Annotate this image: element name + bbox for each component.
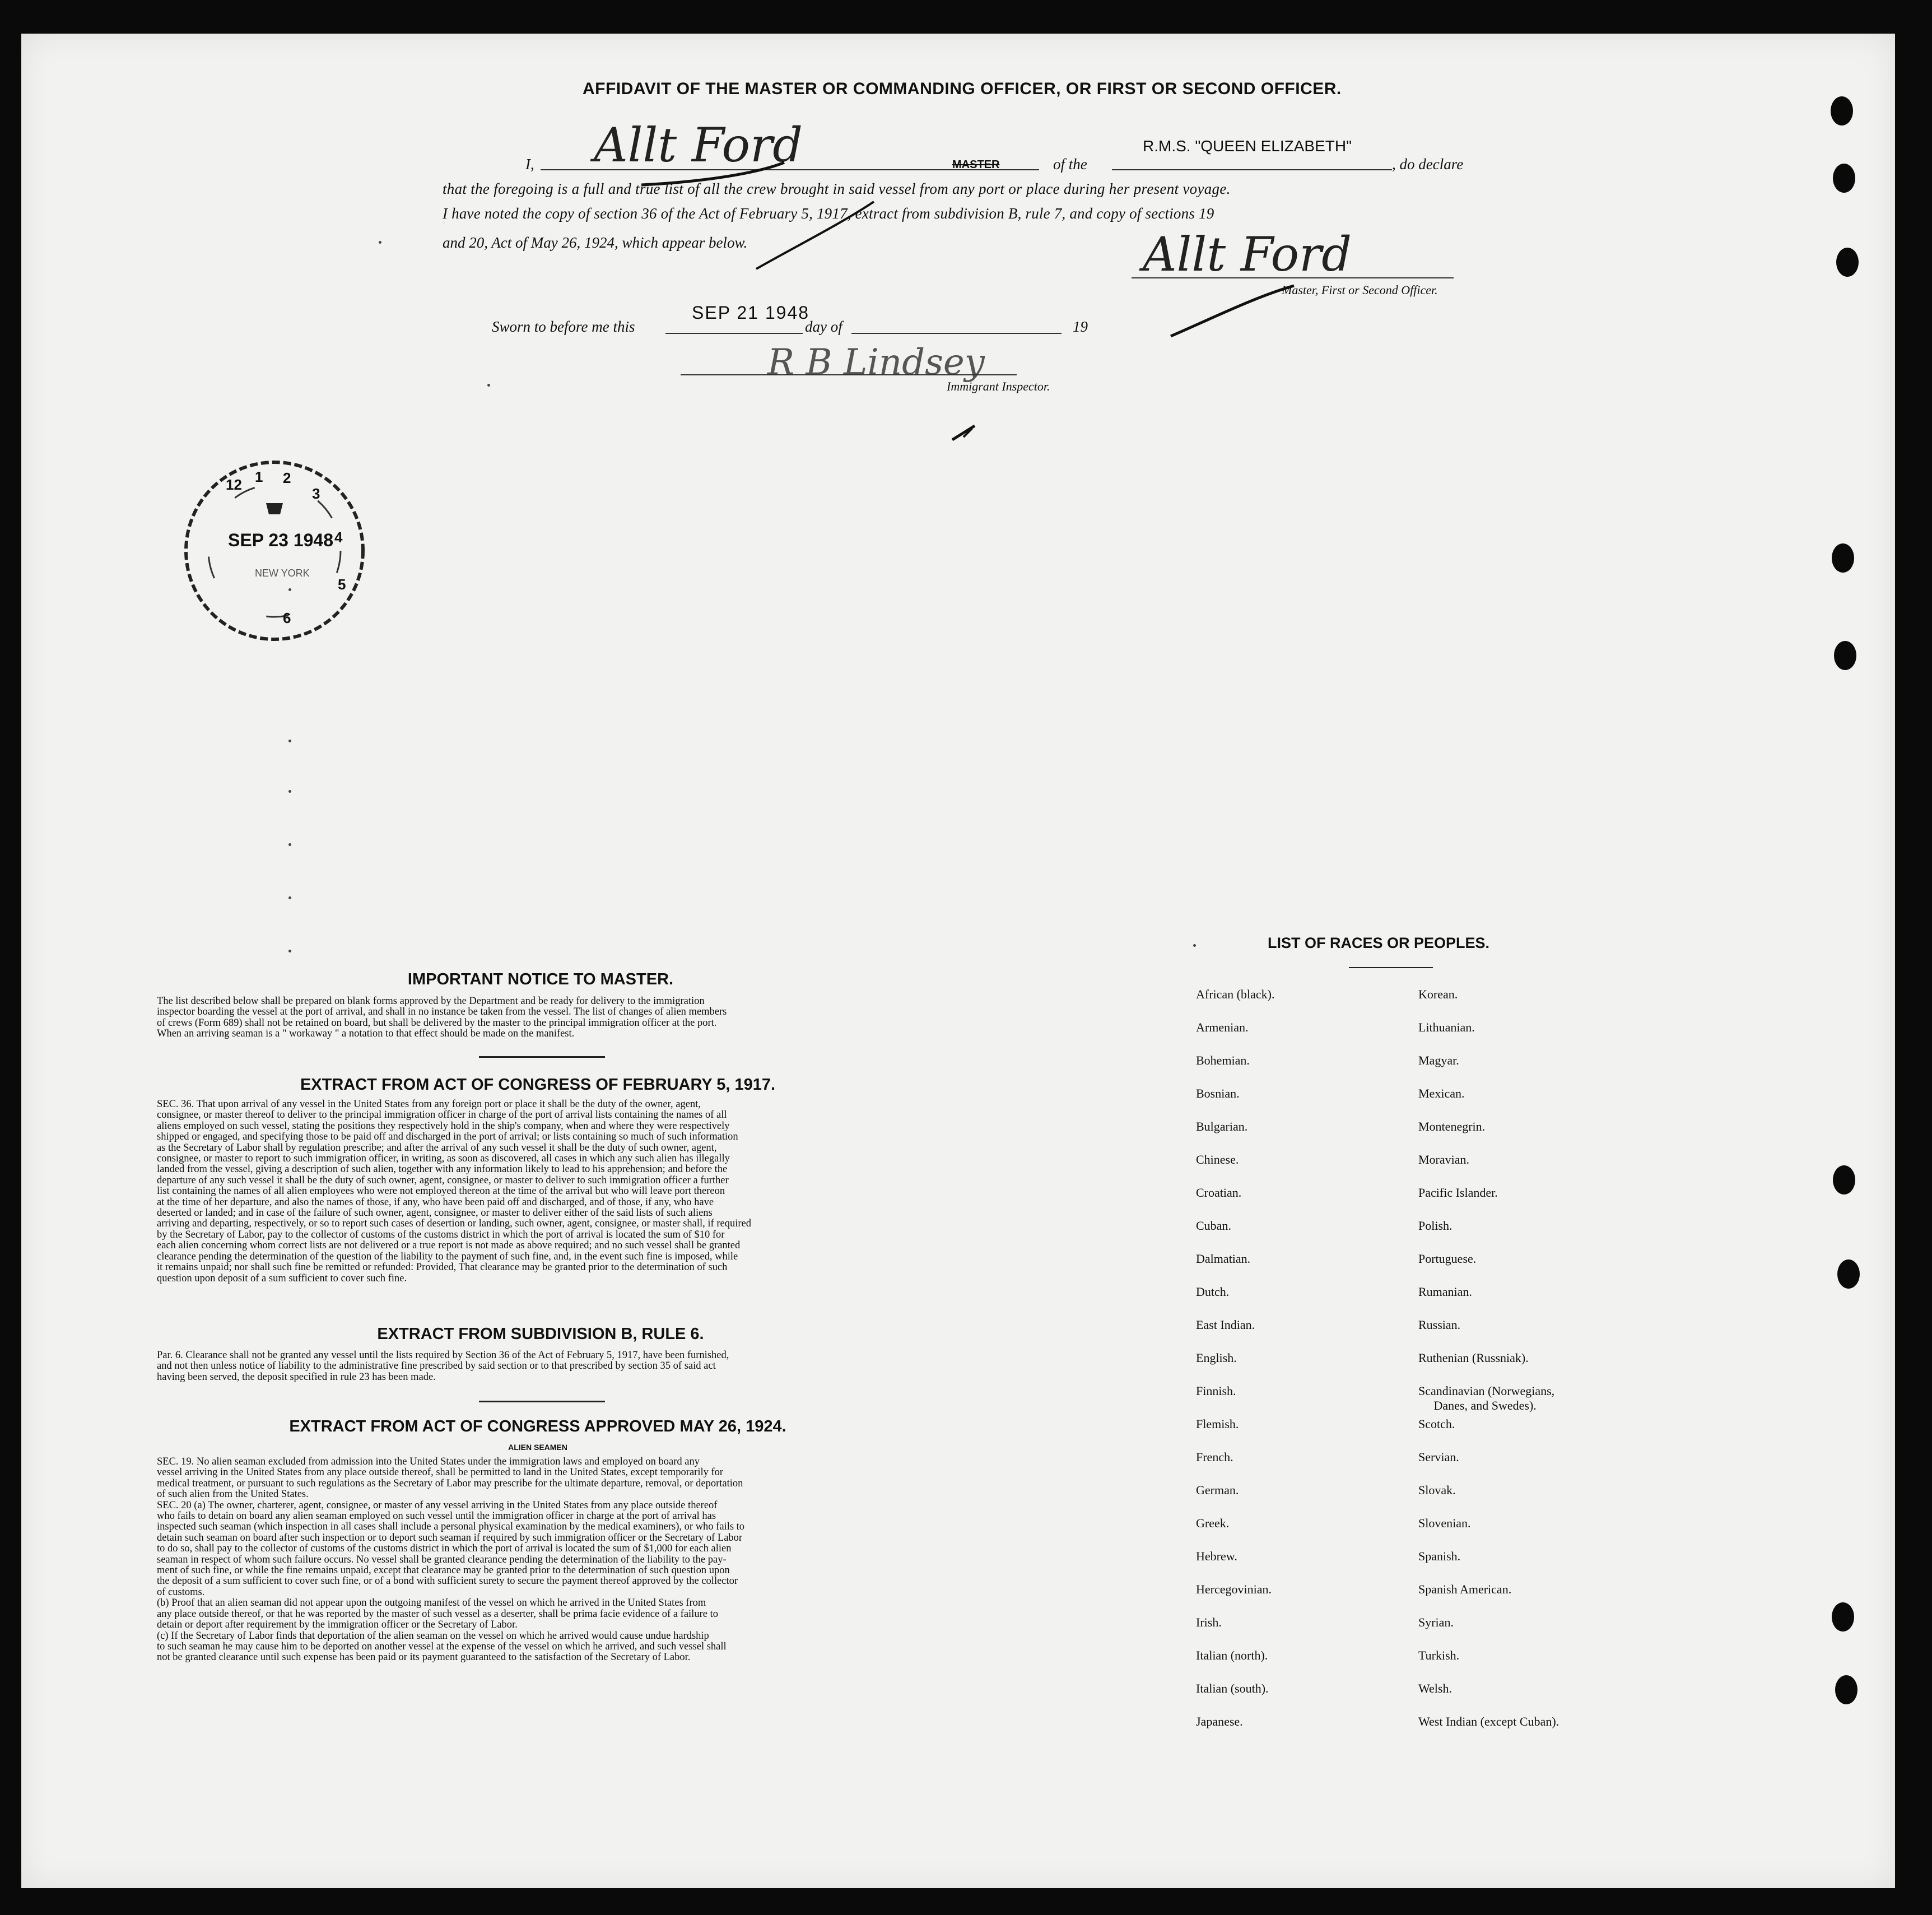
race-item: Hercegovinian.	[1196, 1582, 1272, 1596]
margin-dot	[288, 950, 291, 952]
subdivision-body: Par. 6. Clearance shall not be granted any vessel until the lists required by Section 36 of the Act of February 5, 1917, have been furnished, and not then unless notice of liability to the administrative fine prescribed by said section or to that prescribed by section 35 of said act having been served, the deposit specified in rule 23 has been made.	[157, 1350, 729, 1383]
sworn-prefix: Sworn to before me this	[492, 318, 635, 335]
sworn-date-stamp: SEP 21 1948	[692, 303, 810, 323]
extract-1917-title: EXTRACT FROM ACT OF CONGRESS OF FEBRUARY 5, 1917.	[300, 1076, 776, 1094]
race-item: Italian (north).	[1196, 1648, 1268, 1662]
race-item: Ruthenian (Russniak).	[1418, 1351, 1529, 1365]
year-prefix: 19	[1073, 318, 1088, 335]
master-signature: Allt Ford	[594, 118, 803, 173]
of-the-label: of the	[1053, 156, 1087, 173]
race-item: Cuban.	[1196, 1219, 1231, 1233]
race-item: Turkish.	[1418, 1648, 1460, 1662]
race-item: Spanish American.	[1418, 1582, 1512, 1596]
race-item: Dalmatian.	[1196, 1252, 1251, 1266]
stamp-date: SEP 23 1948	[228, 530, 334, 550]
race-item: Italian (south).	[1196, 1681, 1269, 1695]
race-item: East Indian.	[1196, 1318, 1255, 1332]
stamp-ring-icon	[182, 458, 367, 643]
race-item: Scandinavian (Norwegians, Danes, and Swedes).	[1418, 1384, 1555, 1412]
margin-dot	[288, 896, 291, 899]
notice-title: IMPORTANT NOTICE TO MASTER.	[407, 970, 674, 988]
margin-dot	[288, 843, 291, 846]
officer-signature: Allt Ford	[1143, 227, 1352, 282]
race-item: Scotch.	[1418, 1417, 1455, 1431]
race-item: Greek.	[1196, 1516, 1230, 1530]
race-item: Finnish.	[1196, 1384, 1236, 1398]
race-item: Korean.	[1418, 987, 1458, 1001]
race-item: Irish.	[1196, 1615, 1222, 1629]
margin-dot	[288, 790, 291, 793]
affidavit-line1-prefix: I,	[525, 156, 534, 173]
binder-hole	[1833, 1165, 1855, 1194]
stamp-ring-number: 6	[283, 610, 291, 626]
race-item: Bulgarian.	[1196, 1119, 1248, 1133]
stamp-ring-number: 3	[312, 485, 320, 502]
race-item: Polish.	[1418, 1219, 1453, 1233]
race-item: Japanese.	[1196, 1714, 1243, 1728]
margin-dot	[288, 588, 291, 591]
race-item: French.	[1196, 1450, 1233, 1464]
section-divider	[479, 1056, 605, 1058]
extract-1924-body: SEC. 19. No alien seaman excluded from admission into the United States under the immigration laws and employed on board any vessel arriving in the United States from any place outside thereof, shall be permitted to land in the United States, except temporarily for medical treatment, or pursuant to such regulations as the Secretary of Labor may prescribe for the ultimate departure, removal, or deportation of such alien from the United States. SEC. 20 (a) The owner, charterer, agent, consignee, or master of any vessel arriving in the United States from any place outside thereof who fails to detain on board any alien seaman employed on such vessel until the immigration officer in charge at the port of arrival has inspected such seaman (which inspection in all cases shall include a personal physical examination by the medical examiners), or who fails to detain such seaman on board after such inspection or to deport such seaman if required by such immigration officer or the Secretary of Labor to do so, shall pay to the collector of customs of the customs district in which the port of arrival is located the sum of $1,000 for each alien seaman in respect of whom such failure occurs. No vessel shall be granted clearance pending the determination of the liability to the pay- ment of such fine, or while the fine remains unpaid, except that clearance may be granted prior to the determination of such question upon the deposit of a sum sufficient to cover such fine, or of a bond with sufficient surety to secure the payment thereof approved by the collector of customs. (b) Proof that an alien seaman did not appear upon the outgoing manifest of the vessel on which he arrived in the United States from any place outside thereof, or that he was reported by the master of such vessel as a deserter, shall be prima facie evidence of a failure to detain or deport after requirement by the immigration officer or the Secretary of Labor. (c) If the Secretary of Labor finds that deportation of the alien seaman on the vessel on which he arrived would cause undue hardship to such seaman he may cause him to be deported on another vessel at the expense of the vessel on which he arrived, and such vessel shall not be granted clearance until such expense has been paid or its payment guaranteed to the satisfaction of the Secretary of Labor.	[157, 1456, 745, 1663]
race-item: Moravian.	[1418, 1152, 1470, 1166]
race-item: Syrian.	[1418, 1615, 1454, 1629]
race-item: Hebrew.	[1196, 1549, 1237, 1563]
section-divider	[479, 1401, 605, 1402]
race-item: Bohemian.	[1196, 1053, 1250, 1067]
race-item: Croatian.	[1196, 1186, 1242, 1200]
race-item: West Indian (except Cuban).	[1418, 1714, 1559, 1728]
race-item: English.	[1196, 1351, 1237, 1365]
race-item: Pacific Islander.	[1418, 1186, 1498, 1200]
extract-1924-title: EXTRACT FROM ACT OF CONGRESS APPROVED MAY 26, 1924.	[289, 1417, 786, 1435]
officer-signature-caption: Master, First or Second Officer.	[1282, 283, 1438, 297]
affidavit-text-line4: and 20, Act of May 26, 1924, which appear below.	[443, 234, 748, 251]
notice-body: The list described below shall be prepared on blank forms approved by the Department and be ready for delivery to the immigration inspector boarding the vessel at the port of arrival, and shall in no instance be taken from the vessel. The list of changes of alien members of crews (Form 689) shall not be retained on board, but shall be delivered by the master to the principal immigration officer at the port. When an arriving seaman is a " workaway " a notation to that effect should be made on the manifest.	[157, 996, 727, 1040]
pen-checkmarks	[0, 0, 1932, 504]
stamp-ring-number: 1	[255, 468, 263, 485]
stamp-ring-number: 2	[283, 470, 291, 486]
race-item: Lithuanian.	[1418, 1020, 1475, 1034]
race-item: Portuguese.	[1418, 1252, 1477, 1266]
margin-dot	[379, 241, 381, 244]
margin-dot	[288, 740, 291, 742]
margin-dot	[1193, 944, 1196, 947]
stamp-ring-number: 4	[334, 529, 343, 546]
margin-dot	[487, 384, 490, 387]
race-item: Slovenian.	[1418, 1516, 1471, 1530]
race-item: Dutch.	[1196, 1285, 1230, 1299]
race-item: Russian.	[1418, 1318, 1461, 1332]
races-title-rule	[1349, 967, 1433, 968]
stamp-ring-number: 12	[226, 476, 242, 493]
binder-hole	[1837, 1259, 1860, 1289]
day-of-label: day of	[805, 318, 842, 335]
race-item: German.	[1196, 1483, 1239, 1497]
race-item: African (black).	[1196, 987, 1275, 1001]
binder-hole	[1832, 543, 1854, 573]
race-item: Mexican.	[1418, 1086, 1465, 1100]
race-item: Welsh.	[1418, 1681, 1452, 1695]
race-item: Chinese.	[1196, 1152, 1239, 1166]
vessel-name: R.M.S. "QUEEN ELIZABETH"	[1143, 137, 1352, 155]
binder-hole	[1835, 1675, 1857, 1704]
race-item: Bosnian.	[1196, 1086, 1240, 1100]
inspector-signature: R B Lindsey	[767, 342, 985, 383]
races-title: LIST OF RACES OR PEOPLES.	[1268, 935, 1490, 951]
race-item: Rumanian.	[1418, 1285, 1472, 1299]
race-item: Flemish.	[1196, 1417, 1239, 1431]
do-declare-label: , do declare	[1392, 156, 1464, 173]
subdivision-title: EXTRACT FROM SUBDIVISION B, RULE 6.	[377, 1325, 704, 1343]
binder-hole	[1834, 641, 1856, 670]
stamp-inner-text: NEW YORK	[255, 568, 310, 579]
affidavit-text-line3: I have noted the copy of section 36 of the Act of February 5, 1917, extract from subdivision B, rule 7, and copy of sections 19	[443, 205, 1214, 222]
extract-1924-subtitle: ALIEN SEAMEN	[508, 1443, 567, 1452]
binder-hole	[1832, 1602, 1854, 1632]
race-item: Servian.	[1418, 1450, 1459, 1464]
race-item: Magyar.	[1418, 1053, 1459, 1067]
stamp-ring-number: 5	[338, 576, 346, 593]
inspector-caption: Immigrant Inspector.	[947, 379, 1050, 393]
race-item: Slovak.	[1418, 1483, 1456, 1497]
affidavit-text-line2: that the foregoing is a full and true list of all the crew brought in said vessel from any port or place during her present voyage.	[443, 180, 1231, 197]
race-item: Spanish.	[1418, 1549, 1461, 1563]
race-item: Montenegrin.	[1418, 1119, 1486, 1133]
role-label: MASTER	[952, 159, 1000, 171]
affidavit-title: AFFIDAVIT OF THE MASTER OR COMMANDING OFFICER, OR FIRST OR SECOND OFFICER.	[583, 80, 1342, 98]
race-item: Armenian.	[1196, 1020, 1249, 1034]
arrival-date-stamp	[182, 458, 367, 643]
extract-1917-body: SEC. 36. That upon arrival of any vessel in the United States from any foreign port or place it shall be the duty of the owner, agent, consignee, or master thereof to deliver to the principal immigration officer in charge of the port of arrival lists containing the names of all aliens employed on such vessel, stating the positions they respectively hold in the ship's company, when and where they were respectively shipped or engaged, and specifying those to be paid off and discharged in the port of arrival; or lists containing so much of such information as the Secretary of Labor shall by regulation prescribe; and after the arrival of any such vessel it shall be the duty of such owner, agent, consignee, or master to report to such immigration officer, in writing, as soon as discovered, all cases in which any such alien has illegally landed from the vessel, giving a description of such alien, together with any information likely to lead to his apprehension; and before the departure of any such vessel it shall be the duty of such owner, agent, consignee, or master to deliver to such immigration officer a further list containing the names of all alien employees who were not employed thereon at the time of the arrival but who will leave port thereon at the time of her departure, and also the names of those, if any, who have been paid off and discharged, and of those, if any, who have deserted or landed; and in case of the failure of such owner, agent, consignee, or master to deliver either of the said lists of such aliens arriving and departing, respectively, or so to report such cases of desertion or landing, such owner, agent, consignee, or master shall, if required by the Secretary of Labor, pay to the collector of customs of the customs district in which the port of arrival is located the sum of $10 for each alien concerning whom correct lists are not delivered or a true report is not made as above required; and no such vessel shall be granted clearance pending the determination of the question of the liability to the payment of such fine, and, in the event such fine is imposed, while it remains unpaid; nor shall such fine be remitted or refunded: Provided, That clearance may be granted prior to the determination of such question upon deposit of a sum sufficient to cover such fine.	[157, 1099, 751, 1284]
